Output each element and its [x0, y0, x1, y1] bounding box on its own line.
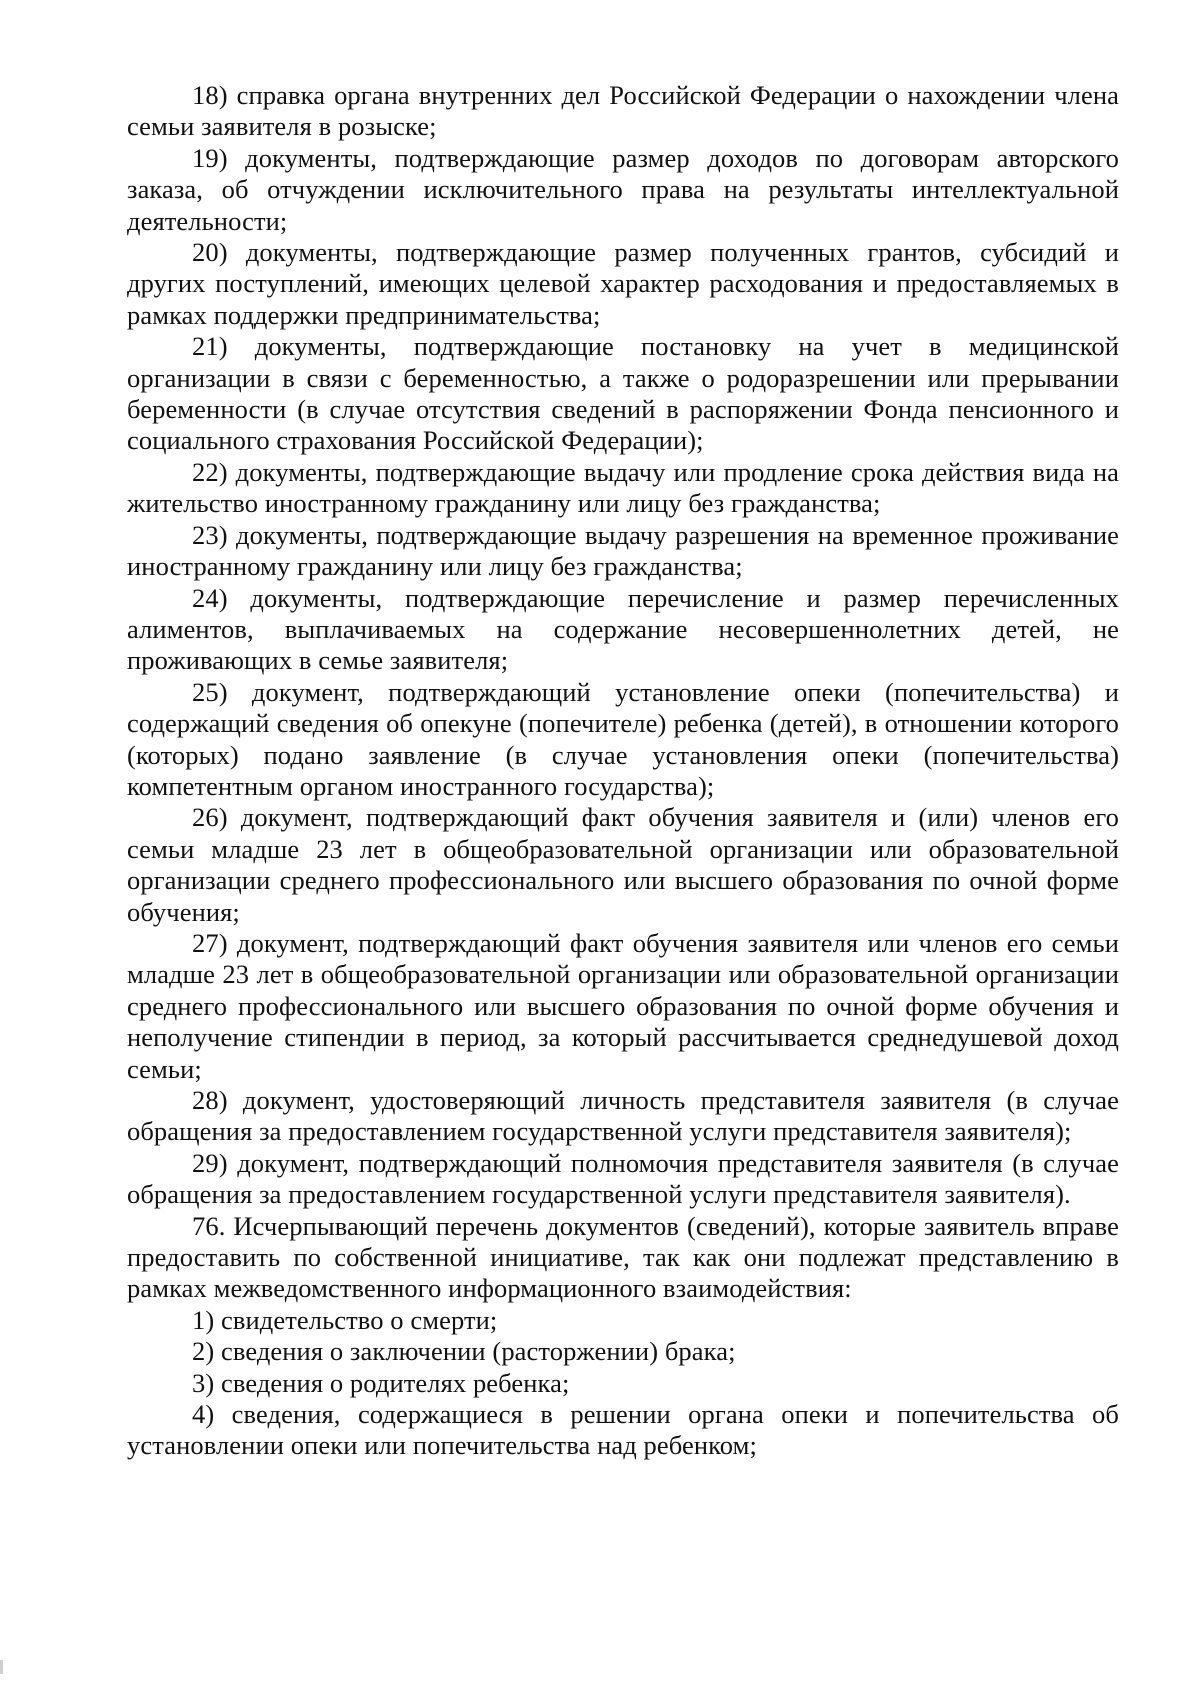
list-item-27: 27) документ, подтверждающий факт обучения заявителя или членов его семьи младше 23 лет в общеобразовательной организации или образовательной организации среднего профессионального или высшего образования по очной форме обучения и неполучение стипендии в период, за который рассчитывается среднедушевой доход семьи; — [127, 927, 1119, 1084]
list-item-20: 20) документы, подтверждающие размер полученных грантов, субсидий и других поступлений, имеющих целевой характер расходования и предоставляемых в рамках поддержки предпринимательства; — [127, 237, 1119, 330]
list-item-24: 24) документы, подтверждающие перечисление и размер перечисленных алиментов, выплачиваемых на содержание несовершеннолетних детей, не проживающих в семье заявителя; — [127, 582, 1119, 676]
list-item-26: 26) документ, подтверждающий факт обучения заявителя и (или) членов его семьи младше 23 лет в общеобразовательной организации или образовательной организации среднего профессионального или высшего образования по очной форме обучения; — [127, 802, 1119, 927]
sublist-item-3: 3) сведения о родителях ребенка; — [192, 1367, 570, 1398]
sublist-item-4: 4) сведения, содержащиеся в решении органа опеки и попечительства об установлении опеки или попечительства над ребенком; — [127, 1399, 1119, 1461]
list-item-22: 22) документы, подтверждающие выдачу или продление срока действия вида на жительство иностранному гражданину или лицу без гражданства; — [127, 456, 1119, 519]
list-item-21: 21) документы, подтверждающие постановку на учет в медицинской организации в связи с беременностью, а также о родоразрешении или прерывании беременности (в случае отсутствия сведений в распоряжении Фонда пенсионного и социального страхования Российской Федерации); — [127, 331, 1119, 456]
list-item-29: 29) документ, подтверждающий полномочия представителя заявителя (в случае обращения за предоставлением государственной услуги представителя заявителя). — [127, 1147, 1119, 1210]
list-item-19: 19) документы, подтверждающие размер доходов по договорам авторского заказа, об отчуждении исключительного права на результаты интеллектуальной деятельности; — [127, 142, 1119, 236]
document-body — [127, 80, 1119, 1462]
list-item-25: 25) документ, подтверждающий установление опеки (попечительства) и содержащий сведения об опекуне (попечителе) ребенка (детей), в отношении которого (которых) подано заявление (в случае установления опеки (попечительства) компетентным органом иностранного государства); — [127, 676, 1119, 801]
section-76: 76. Исчерпывающий перечень документов (сведений), которые заявитель вправе предоставить по собственной инициативе, так как они подлежат представлению в рамках межведомственного информационного взаимодействия: — [127, 1210, 1119, 1304]
list-item-23: 23) документы, подтверждающие выдачу разрешения на временное проживание иностранному гражданину или лицу без гражданства; — [127, 519, 1119, 582]
sublist-item-2: 2) сведения о заключении (расторжении) брака; — [192, 1336, 736, 1367]
sublist-item-1: 1) свидетельство о смерти; — [192, 1304, 498, 1335]
scan-edge-mark — [0, 1660, 3, 1674]
list-item-28: 28) документ, удостоверяющий личность представителя заявителя (в случае обращения за предоставлением государственной услуги представителя заявителя); — [127, 1085, 1119, 1147]
list-item-18: 18) справка органа внутренних дел Российской Федерации о нахождении члена семьи заявителя в розыске; — [127, 80, 1119, 142]
